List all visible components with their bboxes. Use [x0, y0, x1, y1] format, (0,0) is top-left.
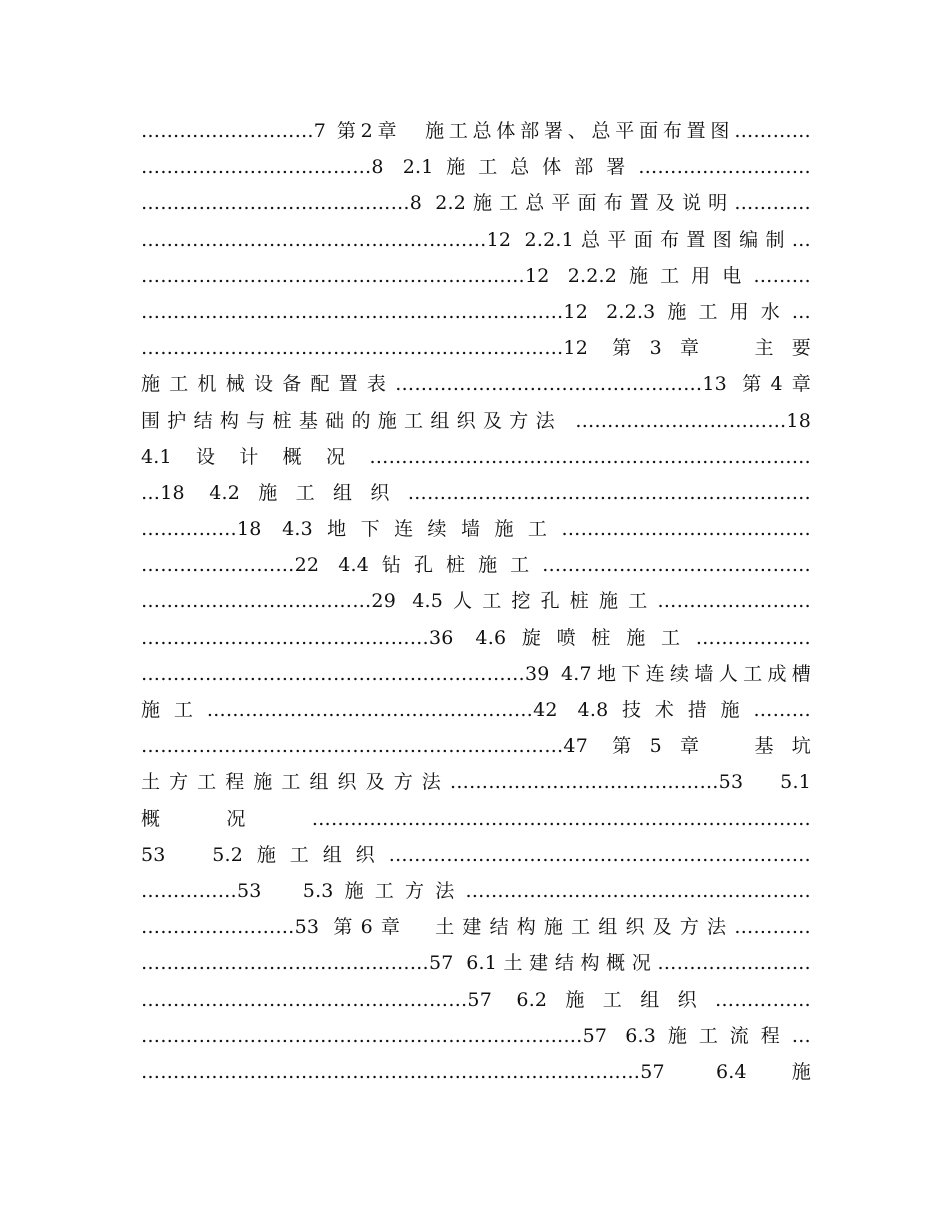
- toc-line: ……………………22 4.4钻孔桩施工……………………………………: [141, 554, 811, 577]
- toc-line: ……………………………………………………39 4.7地下连续墙人工成槽: [141, 662, 811, 685]
- toc-line: ………………………………………………12 2.2.1总平面布置图编制…: [141, 228, 811, 251]
- toc-line: 施工……………………………………………42 4.8技术措施………: [141, 699, 811, 721]
- toc-line: ………………………………………36 4.6旋喷桩施工………………: [141, 626, 811, 649]
- toc-line: 土方工程施工组织及方法……………………………………53 5.1: [141, 771, 811, 794]
- toc-line: …18 4.2施工组织………………………………………………………: [141, 481, 811, 504]
- toc-line: ………………………………29 4.5人工挖孔桩施工……………………: [141, 590, 811, 613]
- toc-line: ……………………………………………………12 2.2.2施工用电………: [141, 264, 811, 287]
- toc-line: …………………………………………………………12 2.2.3施工用水…: [141, 300, 811, 323]
- toc-line: ………………………………8 2.1施工总体部署………………………: [141, 156, 811, 179]
- toc-line: 4.1设计概况……………………………………………………………: [141, 445, 811, 468]
- toc-line: ……………………………………………57 6.2施工组织……………: [141, 988, 811, 1011]
- toc-line: ……………53 5.3施工方法………………………………………………: [141, 879, 811, 902]
- toc-line: 围护结构与桩基础的施工组织及方法 ……………………………18: [141, 409, 811, 432]
- toc-line: ………………………7 第2章 施工总体部署、总平面布置图…………: [141, 120, 811, 142]
- toc-line: ……………………………………………………………57 6.3施工流程…: [141, 1024, 811, 1047]
- toc-line: …………………………………………………………47 第5章 基坑: [141, 735, 811, 758]
- toc-line: ……………18 4.3地下连续墙施工…………………………………: [141, 518, 811, 541]
- toc-line: ………………………………………57 6.1土建结构概况……………………: [141, 952, 811, 975]
- toc-line: ……………………53 第6章 土建结构施工组织及方法…………: [141, 916, 811, 939]
- toc-line: 53 5.2施工组织…………………………………………………………: [141, 843, 811, 866]
- toc-line: 施工机械设备配置表…………………………………………13 第4章: [141, 373, 811, 396]
- toc-line: …………………………………………………………12 第3章 主要: [141, 337, 811, 360]
- toc-line: 概况……………………………………………………………………: [141, 807, 811, 830]
- table-of-contents: [141, 113, 811, 1090]
- toc-line: ……………………………………8 2.2施工总平面布置及说明…………: [141, 192, 811, 215]
- toc-line: ……………………………………………………………………57 6.4施: [141, 1060, 811, 1083]
